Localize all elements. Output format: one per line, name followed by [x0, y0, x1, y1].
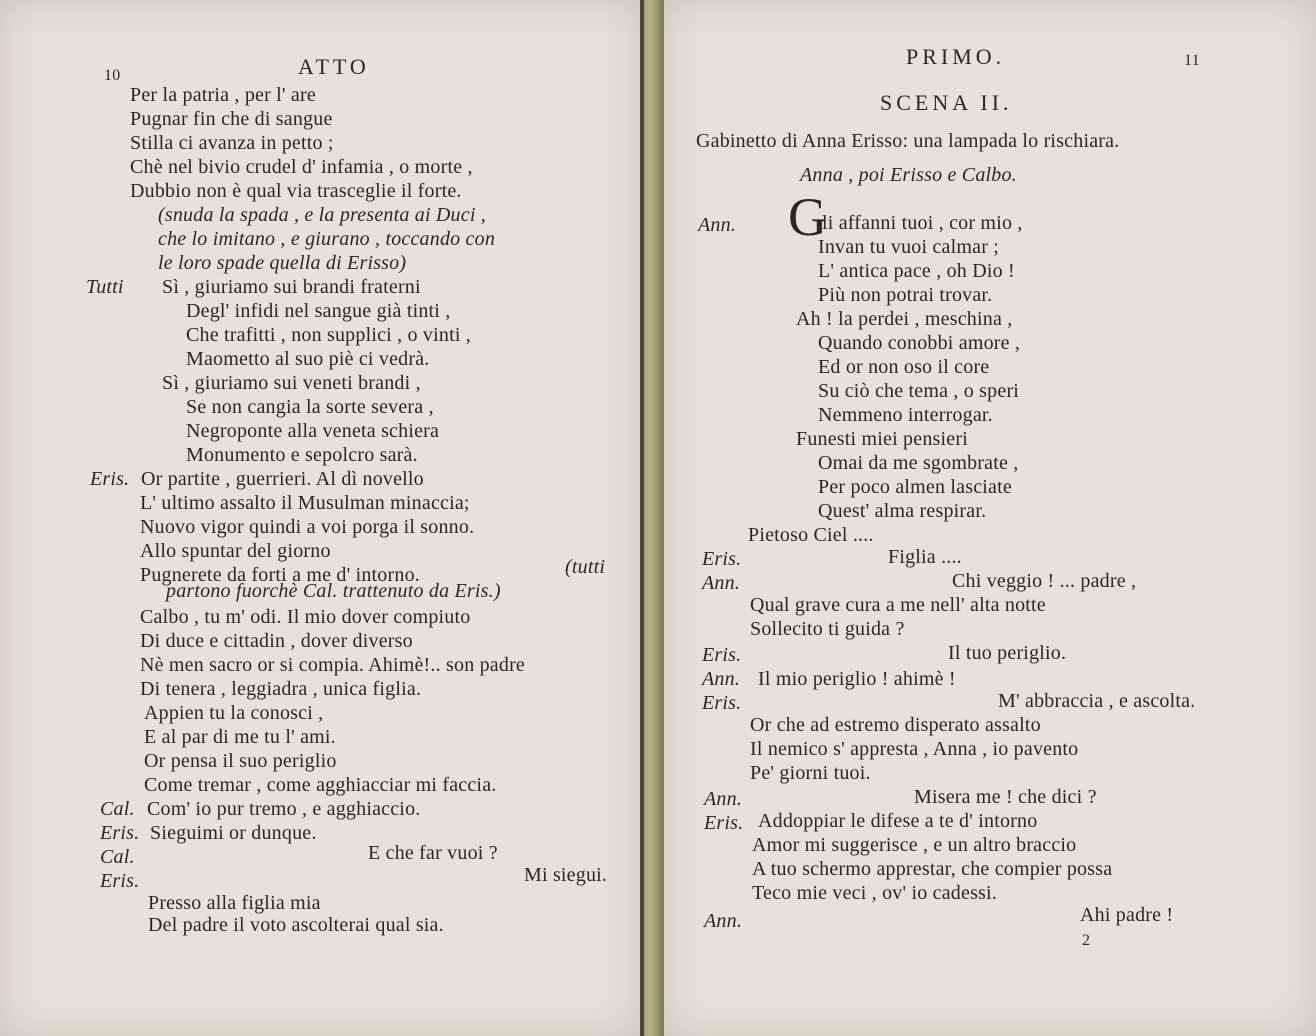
verse-line: Nè men sacro or si compia. Ahimè!.. son padre — [140, 654, 526, 676]
verse-line: Come tremar , come agghiacciar mi faccia. — [144, 774, 497, 796]
verse-line: Il tuo periglio. — [948, 642, 1067, 664]
verse-line: Amor mi suggerisce , e un altro braccio — [752, 834, 1077, 856]
verse-line: Chi veggio ! ... padre , — [952, 570, 1137, 592]
verse-line: Sollecito ti guida ? — [750, 618, 905, 640]
verse-line: Invan tu vuoi calmar ; — [818, 236, 1000, 258]
verse-line: Sì , giuriamo sui brandi fraterni — [162, 276, 421, 298]
page-number: 10 — [104, 67, 121, 84]
verse-line: E che far vuoi ? — [368, 842, 498, 864]
verse-line: Maometto al suo piè ci vedrà. — [186, 348, 430, 370]
verse-line: Nemmeno interrogar. — [818, 404, 993, 426]
stage-direction: le loro spade quella di Erisso) — [158, 252, 407, 274]
verse-line: L' antica pace , oh Dio ! — [818, 260, 1015, 282]
running-head: ATTO — [298, 54, 370, 79]
verse-line: Addoppiar le difese a te d' intorno — [758, 810, 1038, 832]
verse-line: Se non cangia la sorte severa , — [186, 396, 434, 418]
verse-line: Ed or non oso il core — [818, 356, 990, 378]
verse-line: Or che ad estremo disperato assalto — [750, 714, 1041, 736]
left-page — [0, 0, 640, 1036]
running-head: PRIMO. — [906, 44, 1006, 69]
verse-line: A tuo schermo apprestar, che compier possa — [752, 858, 1113, 880]
verse-line: Degl' infidi nel sangue già tinti , — [186, 300, 451, 322]
page-number: 11 — [1184, 52, 1200, 69]
verse-line: Del padre il voto ascolterai qual sia. — [148, 914, 444, 936]
verse-line: Appien tu la conosci , — [144, 702, 324, 724]
speaker-label: Ann. — [702, 572, 741, 594]
speaker-label: Ann. — [704, 788, 743, 810]
speaker-label: Tutti — [86, 276, 124, 298]
right-page — [664, 0, 1316, 1036]
speaker-label: Cal. — [100, 798, 135, 820]
signature-mark: 2 — [1082, 932, 1091, 949]
verse-line: M' abbraccia , e ascolta. — [998, 690, 1196, 712]
speaker-label: Eris. — [100, 870, 140, 892]
speaker-label: Eris. — [702, 644, 742, 666]
verse-line: Ah ! la perdei , meschina , — [796, 308, 1013, 330]
verse-line: Calbo , tu m' odi. Il mio dover compiuto — [140, 606, 471, 628]
verse-line: Di duce e cittadin , dover diverso — [140, 630, 413, 652]
character-list: Anna , poi Erisso e Calbo. — [800, 164, 1017, 186]
stage-direction: (tutti — [565, 556, 606, 578]
verse-line: Chè nel bivio crudel d' infamia , o morte , — [130, 156, 473, 178]
verse-line: Qual grave cura a me nell' alta notte — [750, 594, 1046, 616]
verse-line: E al par di me tu l' ami. — [144, 726, 336, 748]
verse-line: Di tenera , leggiadra , unica figlia. — [140, 678, 422, 700]
verse-line: Su ciò che tema , o speri — [818, 380, 1020, 402]
verse-line: Più non potrai trovar. — [818, 284, 993, 306]
speaker-label: Eris. — [100, 822, 140, 844]
verse-line: Figlia .... — [888, 546, 962, 568]
verse-line: Monumento e sepolcro sarà. — [186, 444, 418, 466]
verse-line: L' ultimo assalto il Musulman minaccia; — [140, 492, 470, 514]
verse-line: Dubbio non è qual via trasceglie il forte. — [130, 180, 462, 202]
speaker-label: Ann. — [704, 910, 743, 932]
verse-line: Il mio periglio ! ahimè ! — [758, 668, 956, 690]
verse-line: Or partite , guerrieri. Al dì novello — [141, 468, 424, 490]
stage-direction: partono fuorchè Cal. trattenuto da Eris.) — [166, 580, 501, 602]
verse-line: li affanni tuoi , cor mio , — [822, 212, 1023, 234]
speaker-label: Ann. — [698, 214, 737, 236]
verse-line: Ahi padre ! — [1080, 904, 1174, 926]
verse-line: Negroponte alla veneta schiera — [186, 420, 440, 442]
verse-line: Allo spuntar del giorno — [140, 540, 331, 562]
verse-line: Stilla ci avanza in petto ; — [130, 132, 334, 154]
scene-setting: Gabinetto di Anna Erisso: una lampada lo rischiara. — [696, 130, 1120, 152]
stage-direction: (snuda la spada , e la presenta ai Duci , — [158, 204, 486, 226]
verse-line: Per poco almen lasciate — [818, 476, 1012, 498]
verse-line: Quest' alma respirar. — [818, 500, 987, 522]
verse-line: Pe' giorni tuoi. — [750, 762, 871, 784]
verse-line: Presso alla figlia mia — [148, 892, 321, 914]
speaker-label: Eris. — [704, 812, 744, 834]
verse-line: Mi siegui. — [524, 864, 608, 886]
verse-line: Pietoso Ciel .... — [748, 524, 874, 546]
verse-line: Misera me ! che dici ? — [914, 786, 1097, 808]
speaker-label: Eris. — [702, 692, 742, 714]
book-gutter — [640, 0, 664, 1036]
verse-line: Teco mie veci , ov' io cadessi. — [752, 882, 997, 904]
verse-line: Sieguimi or dunque. — [150, 822, 317, 844]
stage-direction: che lo imitano , e giurano , toccando con — [158, 228, 496, 250]
verse-line: Quando conobbi amore , — [818, 332, 1021, 354]
speaker-label: Eris. — [702, 548, 742, 570]
speaker-label: Eris. — [90, 468, 130, 490]
verse-line: Nuovo vigor quindi a voi porga il sonno. — [140, 516, 475, 538]
verse-line: Omai da me sgombrate , — [818, 452, 1019, 474]
verse-line: Pugnerete da forti a me d' intorno. — [140, 564, 420, 586]
drop-cap: G — [788, 187, 827, 247]
verse-line: Sì , giuriamo sui veneti brandi , — [162, 372, 421, 394]
verse-line: Funesti miei pensieri — [796, 428, 968, 450]
verse-line: Che trafitti , non supplici , o vinti , — [186, 324, 471, 346]
speaker-label: Ann. — [702, 668, 741, 690]
verse-line: Il nemico s' appresta , Anna , io pavento — [750, 738, 1079, 760]
verse-line: Com' io pur tremo , e agghiaccio. — [147, 798, 421, 820]
speaker-label: Cal. — [100, 846, 135, 868]
verse-line: Or pensa il suo periglio — [144, 750, 337, 772]
scene-heading: SCENA II. — [880, 90, 1013, 115]
verse-line: Per la patria , per l' are — [130, 84, 316, 106]
verse-line: Pugnar fin che di sangue — [130, 108, 333, 130]
